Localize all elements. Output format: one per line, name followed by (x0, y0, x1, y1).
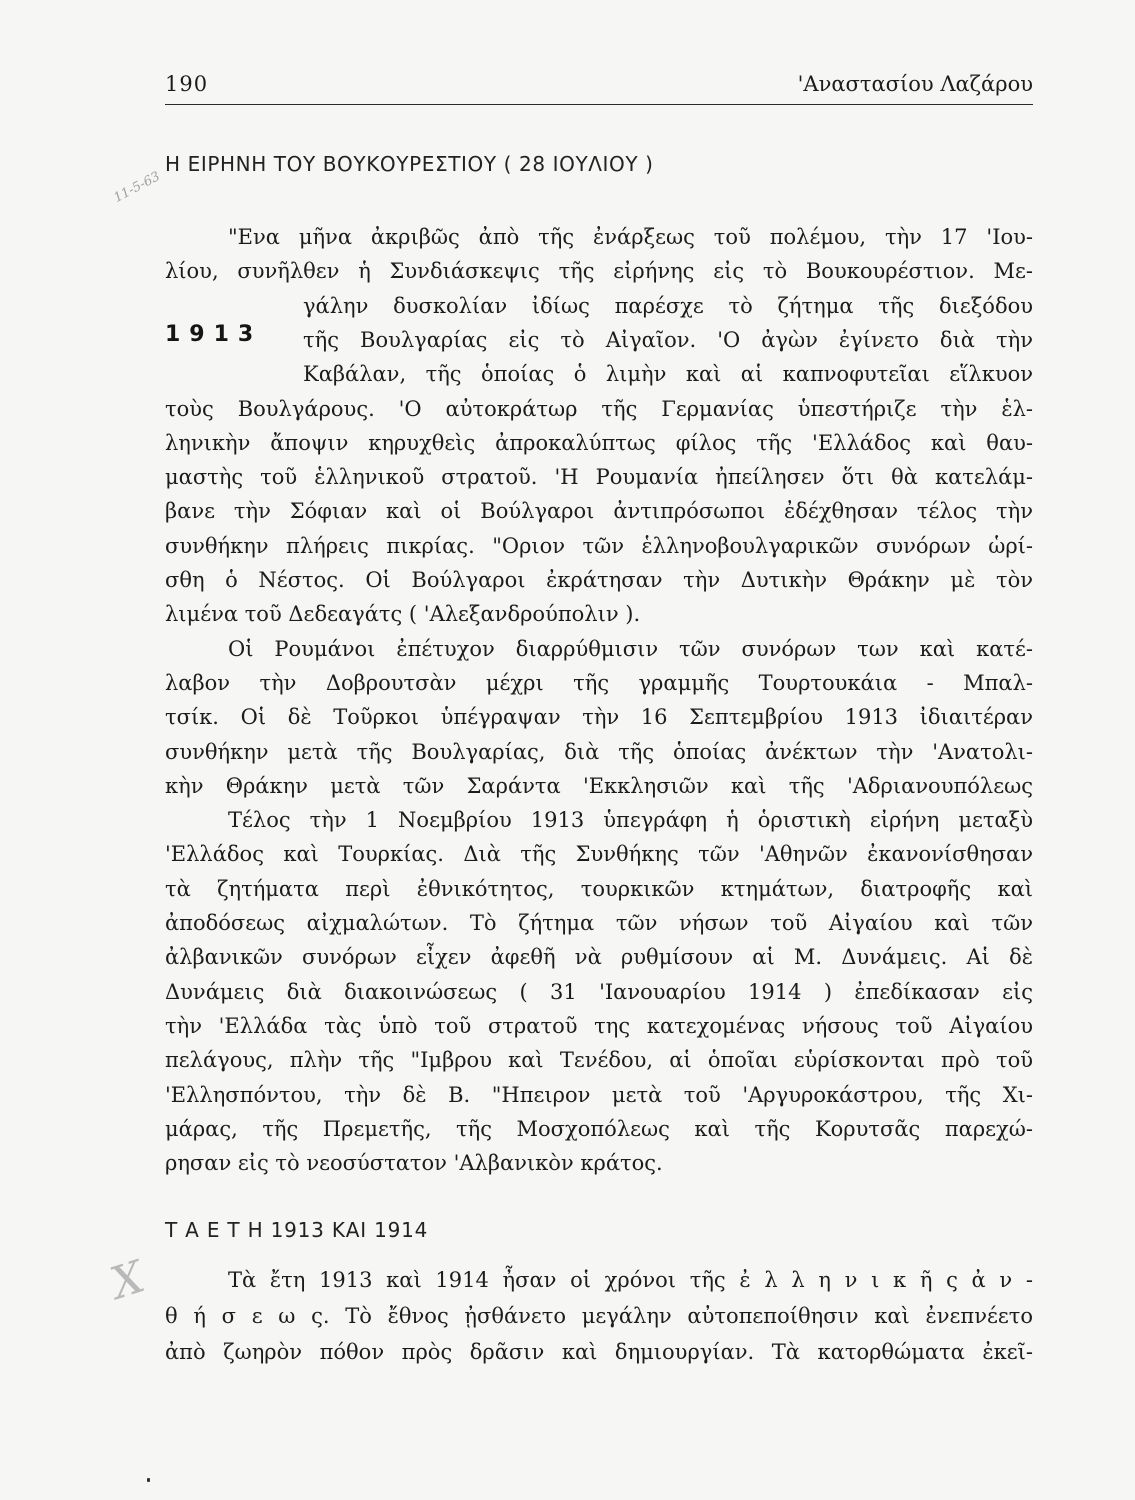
text-line: ἀποδόσεως αἰχμαλώτων. Τὸ ζήτημα τῶν νήσων τοῦ Αἰγαίου καὶ τῶν (165, 911, 1033, 935)
text-line: Τὰ ἔτη 1913 καὶ 1914 ἦσαν οἱ χρόνοι τῆς ἐ λ λ η ν ι κ ῆ ς ἀ ν - (228, 1268, 1033, 1292)
text-line: "Ενα μῆνα ἀκριβῶς ἀπὸ τῆς ἐνάρξεως τοῦ πολέμου, τὴν 17 'Ιου- (228, 225, 1033, 249)
text-line: 'Ελλησπόντου, τὴν δὲ Β. "Ηπειρον μετὰ τοῦ 'Αργυροκάστρου, τῆς Χι- (165, 1083, 1033, 1107)
page-header (165, 72, 1033, 104)
section-heading: Τ Α Ε Τ Η 1913 ΚΑΙ 1914 (165, 1218, 429, 1242)
text-line: λίου, συνῆλθεν ἡ Συνδιάσκεψις τῆς εἰρήνης εἰς τὸ Βουκουρέστιον. Με- (165, 259, 1033, 283)
text-line: ληνικὴν ἄποψιν κηρυχθεὶς ἀπροκαλύπτως φίλος τῆς 'Ελλάδος καὶ θαυ- (165, 431, 1033, 455)
text-line: συνθήκην πλήρεις πικρίας. "Οριον τῶν ἑλληνοβουλγαρικῶν συνόρων ὡρί- (165, 534, 1033, 558)
text-line: ρησαν εἰς τὸ νεοσύστατον 'Αλβανικὸν κράτος. (165, 1151, 663, 1175)
text-line: μαστὴς τοῦ ἑλληνικοῦ στρατοῦ. 'Η Ρουμανία ἠπείλησεν ὅτι θὰ κατελάμ- (165, 465, 1033, 489)
text-line: γάλην δυσκολίαν ἰδίως παρέσχε τὸ ζήτημα τῆς διεξόδου (303, 294, 1033, 318)
margin-annotation: 11-5-63 (111, 169, 163, 206)
text-line: τσίκ. Οἱ δὲ Τοῦρκοι ὑπέγραψαν τὴν 16 Σεπτεμβρίου 1913 ἰδιαιτέραν (165, 705, 1033, 729)
margin-year: 1913 (165, 322, 263, 347)
text-line: Δυνάμεις διὰ διακοινώσεως ( 31 'Ιανουαρίου 1914 ) ἐπεδίκασαν εἰς (165, 980, 1033, 1004)
margin-mark: X (104, 1251, 151, 1310)
text-line: τὴν 'Ελλάδα τὰς ὑπὸ τοῦ στρατοῦ της κατεχομένας νήσους τοῦ Αἰγαίου (165, 1014, 1033, 1038)
text-line: Τέλος τὴν 1 Νοεμβρίου 1913 ὑπεγράφη ἡ ὁριστικὴ εἰρήνη μεταξὺ (228, 808, 1033, 832)
text-line: 'Ελλάδος καὶ Τουρκίας. Διὰ τῆς Συνθήκης τῶν 'Αθηνῶν ἐκανονίσθησαν (165, 842, 1033, 866)
text-line: πελάγους, πλὴν τῆς "Ιμβρου καὶ Τενέδου, αἱ ὁποῖαι εὑρίσκονται πρὸ τοῦ (165, 1048, 1033, 1072)
text-line: τοὺς Βουλγάρους. 'Ο αὐτοκράτωρ τῆς Γερμανίας ὑπεστήριζε τὴν ἑλ- (165, 397, 1033, 421)
text-line: κὴν Θράκην μετὰ τῶν Σαράντα 'Εκκλησιῶν καὶ τῆς 'Αδριανουπόλεως (165, 774, 1033, 798)
text-line: τὰ ζητήματα περὶ ἐθνικότητος, τουρκικῶν κτημάτων, διατροφῆς καὶ (165, 877, 1033, 901)
header-rule (165, 104, 1033, 105)
text-line: συνθήκην μετὰ τῆς Βουλγαρίας, διὰ τῆς ὁποίας ἀνέκτων τὴν 'Ανατολι- (165, 740, 1033, 764)
section-heading: Η ΕΙΡΗΝΗ ΤΟΥ ΒΟΥΚΟΥΡΕΣΤΙΟΥ ( 28 ΙΟΥΛΙΟΥ ) (165, 152, 654, 176)
text-line: σθη ὁ Νέστος. Οἱ Βούλγαροι ἐκράτησαν τὴν Δυτικὴν Θράκην μὲ τὸν (165, 568, 1033, 592)
text-line: Καβάλαν, τῆς ὁποίας ὁ λιμὴν καὶ αἱ καπνοφυτεῖαι εἵλκυον (303, 362, 1033, 386)
text-line: ἀπὸ ζωηρὸν πόθον πρὸς δρᾶσιν καὶ δημιουργίαν. Τὰ κατορθώματα ἐκεῖ- (165, 1340, 1033, 1364)
text-line: ἀλβανικῶν συνόρων εἶχεν ἀφεθῆ νὰ ρυθμίσουν αἱ Μ. Δυνάμεις. Αἱ δὲ (165, 945, 1033, 969)
scan-speck (147, 1478, 150, 1482)
page-number: 190 (165, 72, 209, 96)
text-line: Οἱ Ρουμάνοι ἐπέτυχον διαρρύθμισιν τῶν συνόρων των καὶ κατέ- (228, 637, 1033, 661)
running-head: 'Αναστασίου Λαζάρου (797, 72, 1033, 96)
text-line: βανε τὴν Σόφιαν καὶ οἱ Βούλγαροι ἀντιπρόσωποι ἐδέχθησαν τέλος τὴν (165, 499, 1033, 523)
text-line: θ ή σ ε ω ς. Τὸ ἔθνος ᾐσθάνετο μεγάλην αὐτοπεποίθησιν καὶ ἐνεπνέετο (165, 1304, 1033, 1328)
text-line: λαβον τὴν Δοβρουτσὰν μέχρι τῆς γραμμῆς Τουρτουκάια - Μπαλ- (165, 671, 1033, 695)
text-line: τῆς Βουλγαρίας εἰς τὸ Αἰγαῖον. 'Ο ἀγὼν ἐγίνετο διὰ τὴν (303, 328, 1033, 352)
text-line: μάρας, τῆς Πρεμετῆς, τῆς Μοσχοπόλεως καὶ τῆς Κορυτσᾶς παρεχώ- (165, 1117, 1033, 1141)
text-line: λιμένα τοῦ Δεδεαγάτς ( 'Αλεξανδρούπολιν ). (165, 602, 641, 626)
